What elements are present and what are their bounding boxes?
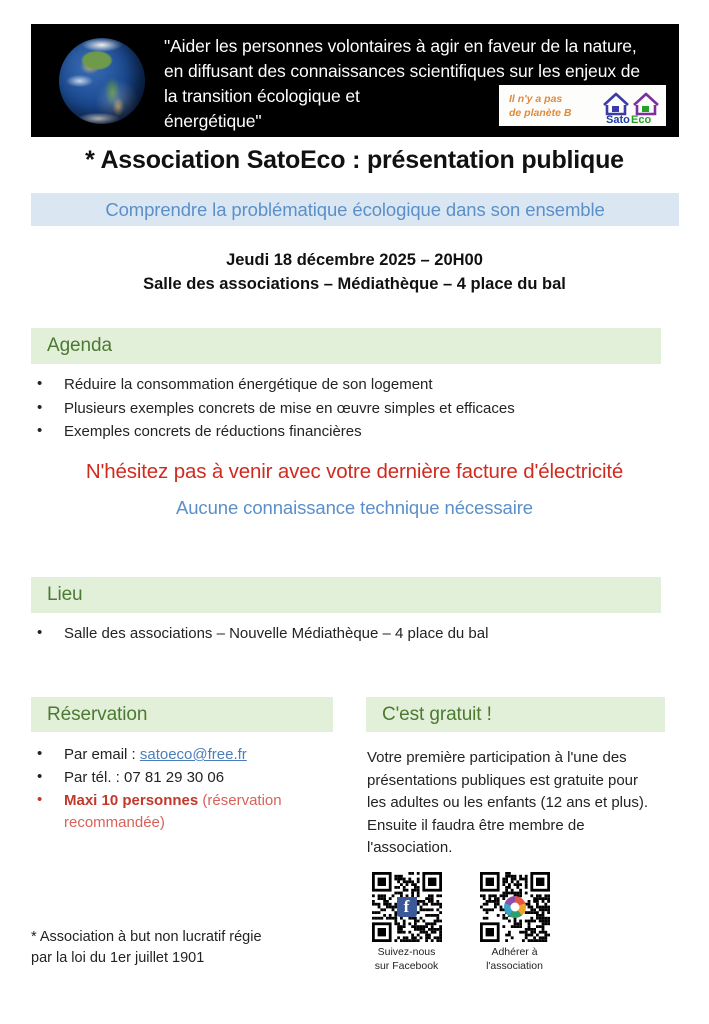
list-item: • Salle des associations – Nouvelle Médiathèque – 4 place du bal [31,623,651,646]
lieu-heading: Lieu [47,584,83,605]
event-details [0,248,709,296]
reservation-heading: Réservation [47,703,148,725]
logo-slogan [499,92,601,120]
page-title: * Association SatoEco : présentation publique [85,146,624,174]
quote-line-4: énergétique" [164,111,262,131]
list-item: • Exemples concrets de réductions financières [31,421,651,444]
two-houses-logo-icon [601,86,665,126]
qr-caption-membership-line2: l'association [486,960,543,972]
footer-line-2: par la loi du 1er juillet 1901 [31,950,205,966]
footer-line-1: * Association à but non lucratif régie [31,929,262,945]
free-body-text: Votre première participation à l'une des présentations publiques est gratuite pour les adultes ou les enfants (12 ans et plus). Ensuite il faudra être membre de l'association. [367,749,649,856]
list-item: • Réduire la consommation énergétique de son logement [31,374,651,397]
qr-item-membership [474,872,555,973]
lieu-list [31,623,651,647]
email-prefix: Par email : [64,746,140,763]
qr-code-facebook[interactable] [372,872,442,942]
footer-legal-note [31,927,331,969]
logo-slogan-line1: Il n'y a pas [509,92,563,105]
section-header-reservation [31,697,333,732]
qr-code-area [366,872,556,973]
logo-slogan-line2: de planète B [509,106,572,119]
highlight-no-tech-knowledge: Aucune connaissance technique nécessaire [176,497,533,518]
email-link[interactable]: satoeco@free.fr [139,746,247,763]
quote-line-3: la transition écologique et [164,86,360,106]
subtitle-bar [31,193,679,226]
max-people-note: (réservation recommandée) [64,792,282,831]
qr-caption-membership [474,945,555,973]
qr-item-facebook [366,872,447,973]
quote-line-1: "Aider les personnes volontaires à agir en faveur de la nature, [164,36,637,56]
subtitle-text: Comprendre la problématique écologique dans son ensemble [105,198,605,220]
facebook-f-icon: f [397,897,417,917]
event-place: Salle des associations – Médiathèque – 4 place du bal [143,275,566,293]
section-header-free [366,697,665,732]
list-item: • Plusieurs exemples concrets de mise en œuvre simples et efficaces [31,398,651,421]
qr-caption-facebook-line2: sur Facebook [374,960,439,972]
colored-circle-icon [504,896,526,918]
highlight-bring-bill: N'hésitez pas à venir avec votre dernière facture d'électricité [85,460,624,483]
svg-text:Eco: Eco [631,113,652,126]
qr-code-membership[interactable] [480,872,550,942]
free-heading: C'est gratuit ! [382,703,492,725]
earth-globe-image [59,38,145,124]
list-item-email [31,744,341,766]
quote-line-2: en diffusant des connaissances scientifiques sur les enjeux de [164,61,640,81]
event-date: Jeudi 18 décembre 2025 – 20H00 [226,251,483,269]
qr-caption-membership-line1: Adhérer à [491,946,538,958]
max-people-bold: Maxi 10 personnes [64,792,199,809]
header-banner [31,24,679,137]
qr-caption-facebook [366,945,447,973]
list-item-max-people [31,790,341,834]
svg-text:Sato: Sato [606,113,630,126]
reservation-list [31,744,341,835]
agenda-list [31,374,651,445]
list-item-phone: • Par tél. : 07 81 29 30 06 [31,767,341,789]
qr-caption-facebook-line1: Suivez-nous [377,946,436,958]
section-header-lieu [31,577,661,613]
section-header-agenda [31,328,661,364]
agenda-heading: Agenda [47,335,112,356]
satoeco-logo-box [499,85,666,126]
